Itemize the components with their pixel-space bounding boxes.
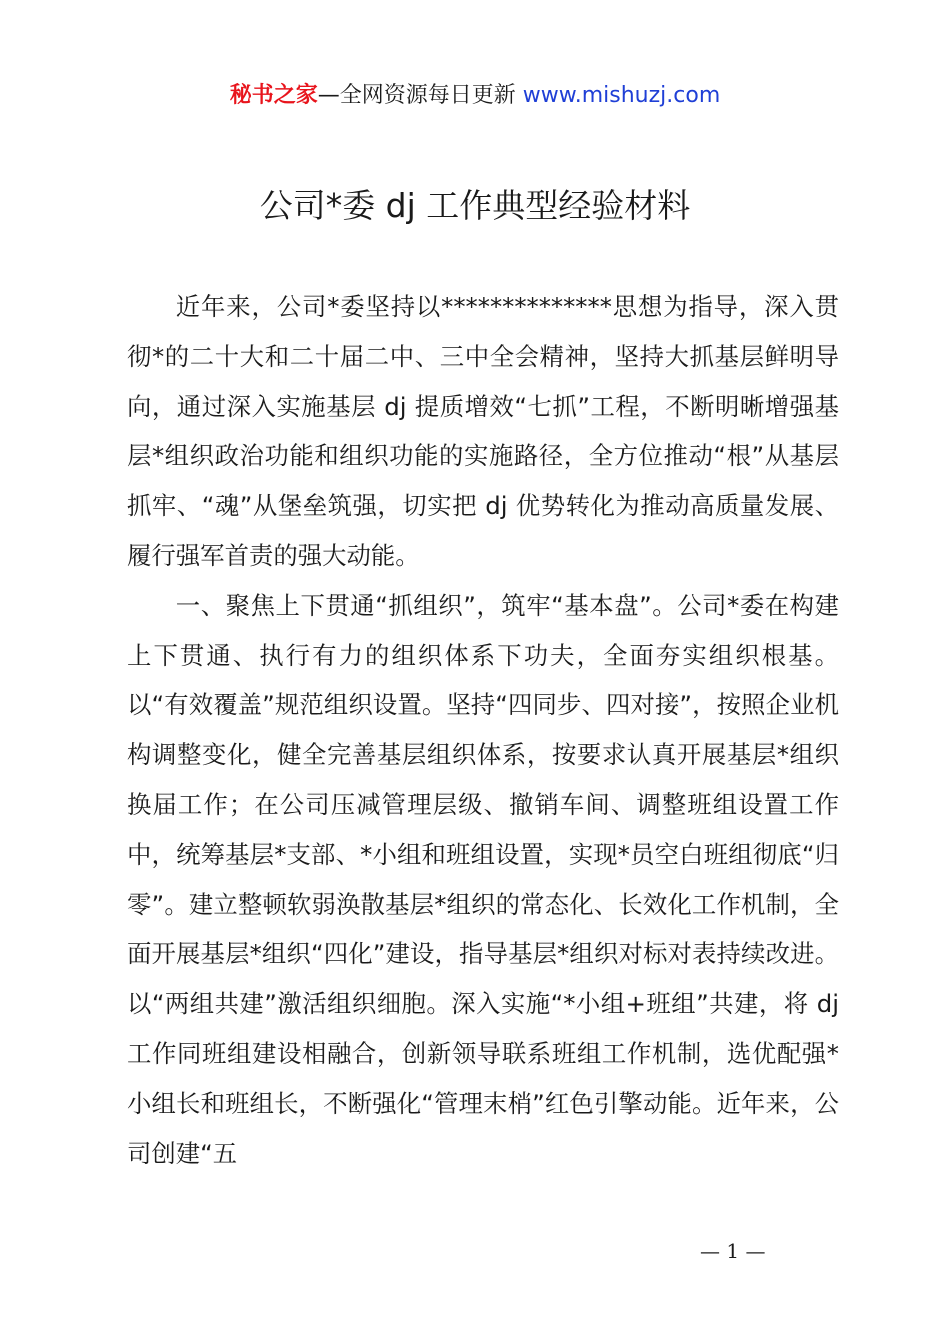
document-title: 公司*委 dj 工作典型经验材料 (259, 186, 691, 225)
page-number: — 1 — (700, 1239, 766, 1263)
document-body (127, 282, 839, 1178)
header-slogan: —全网资源每日更新 (317, 83, 516, 108)
paragraph-intro: 近年来，公司*委坚持以**************思想为指导，深入贯彻*的二十大和二十届二中、三中全会精神，坚持大抓基层鲜明导向，通过深入实施基层 dj 提质增效“七抓”工程，不断明晰增强基层*组织政治功能和组织功能的实施路径，全方位推动“根”从基层抓牢、“魂”从堡垒筑强，切实把 dj 优势转化为推动高质量发展、履行强军首责的强大动能。 (127, 292, 839, 570)
paragraph-section-one: 一、聚焦上下贯通“抓组织”，筑牢“基本盘”。公司*委在构建上下贯通、执行有力的组织体系下功夫，全面夯实组织根基。以“有效覆盖”规范组织设置。坚持“四同步、四对接”，按照企业机构调整变化，健全完善基层组织体系，按要求认真开展基层*组织换届工作；在公司压减管理层级、撤销车间、调整班组设置工作中，统筹基层*支部、*小组和班组设置，实现*员空白班组彻底“归零”。建立整顿软弱涣散基层*组织的常态化、长效化工作机制，全面开展基层*组织“四化”建设，指导基层*组织对标对表持续改进。以“两组共建”激活组织细胞。深入实施“*小组+班组”共建，将 dj 工作同班组建设相融合，创新领导联系班组工作机制，选优配强*小组长和班组长，不断强化“管理末梢”红色引擎动能。近年来，公司创建“五 (127, 590, 839, 1168)
header-url-link[interactable]: www.mishuzj.com (522, 83, 721, 108)
header-brand: 秘书之家 (229, 83, 318, 108)
watermark-header (0, 80, 950, 112)
